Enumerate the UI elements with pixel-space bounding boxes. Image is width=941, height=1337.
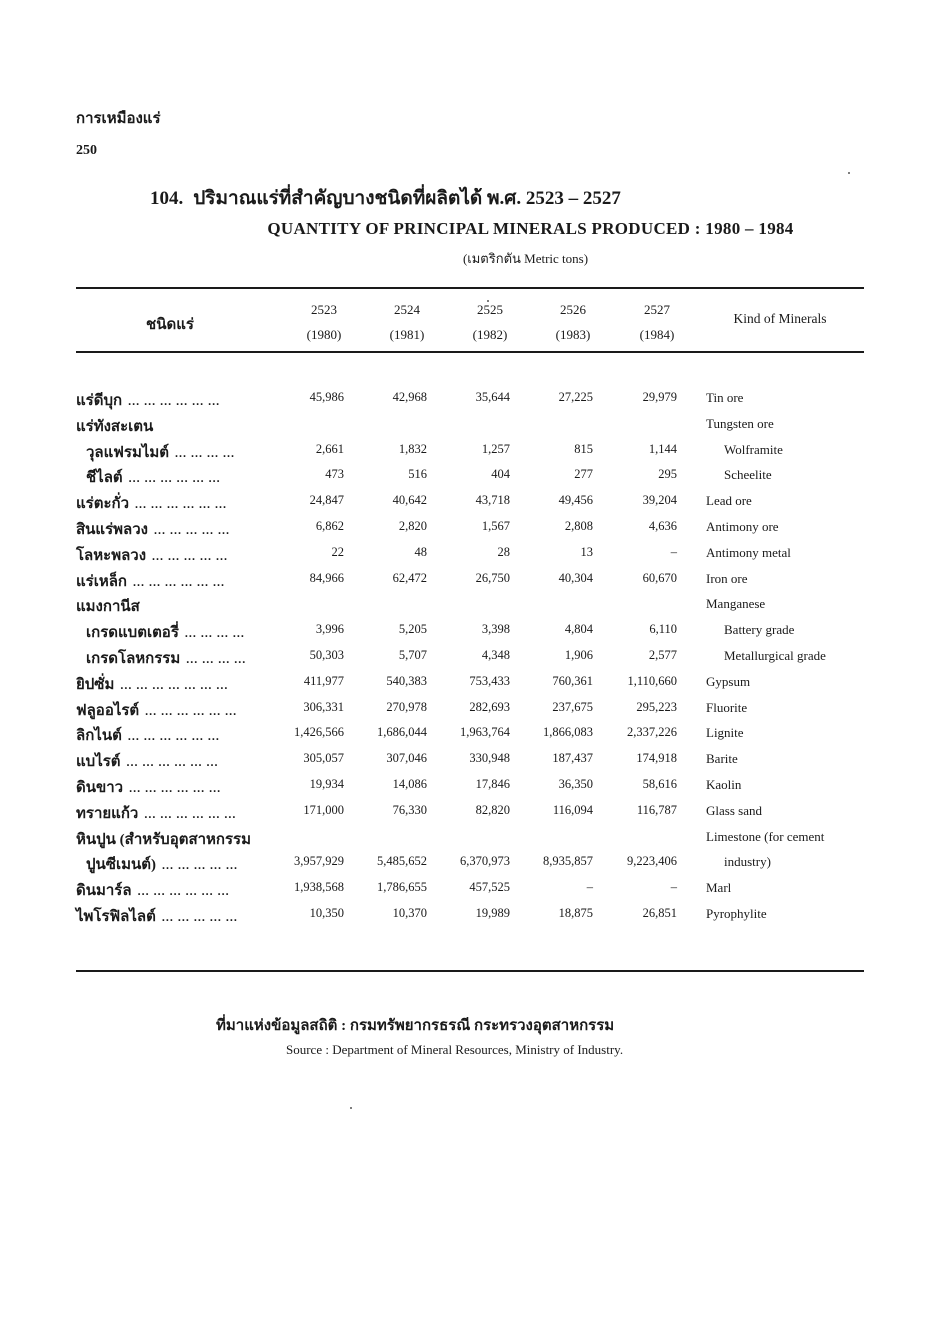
mineral-name-thai (76, 491, 227, 515)
value-cell: 24,847 (309, 493, 344, 508)
page-number: 250 (76, 143, 97, 158)
value-cell: 1,257 (481, 441, 510, 456)
value-cell: – (586, 880, 593, 895)
leader-dots: ... ... ... ... ... ... (137, 884, 230, 899)
mineral-name-english: Manganese (706, 596, 766, 612)
table-title-thai (150, 183, 790, 213)
scan-speck (848, 172, 850, 174)
mineral-name-thai-text: ดินขาว (76, 779, 124, 796)
value-cell: 3,996 (315, 622, 344, 637)
value-cell: 3,957,929 (294, 854, 344, 869)
mineral-name-thai-text: ชีไลต์ (86, 470, 123, 487)
leader-dots: ... ... ... ... ... ... (145, 703, 238, 718)
value-cell: 13 (580, 544, 593, 559)
mineral-name-english: Marl (706, 880, 732, 896)
mineral-name-thai-text: ลิกไนต์ (76, 728, 122, 745)
value-cell: 60,670 (642, 570, 677, 585)
value-cell: 29,979 (642, 390, 677, 404)
value-cell: 411,977 (303, 673, 344, 688)
mineral-name-thai (76, 543, 228, 567)
value-cell: 28 (497, 544, 510, 559)
mineral-name-thai-text: แบไรต์ (76, 754, 121, 771)
value-cell: 1,686,044 (377, 725, 427, 740)
value-cell: 815 (574, 441, 593, 456)
table-row (0, 543, 941, 569)
mineral-name-thai (76, 801, 236, 825)
year-header-ce: (1980) (306, 327, 342, 342)
value-cell: – (670, 880, 677, 895)
table-row (0, 414, 941, 440)
column-header-thai: ชนิดแร่ (146, 317, 194, 333)
section-name: การเหมืองแร่ (76, 111, 161, 127)
value-cell: 5,205 (398, 622, 427, 637)
value-cell: 1,963,764 (460, 725, 510, 740)
mineral-name-thai-text: แร่ดีบุก (76, 393, 123, 409)
table-row (0, 775, 941, 801)
table-row (0, 749, 941, 775)
leader-dots: ... ... ... ... ... ... (128, 471, 221, 486)
value-cell: 2,808 (564, 518, 593, 533)
value-cell: 19,934 (309, 776, 344, 791)
table-row (0, 646, 941, 672)
mineral-name-english: Fluorite (706, 699, 748, 715)
value-cell: 171,000 (303, 802, 344, 817)
mineral-name-thai (86, 646, 246, 670)
mineral-name-thai (76, 414, 153, 438)
mineral-name-english: Iron ore (706, 570, 748, 586)
mineral-name-thai (76, 749, 219, 773)
mineral-name-english: Antimony ore (706, 518, 779, 534)
mineral-name-english: Kaolin (706, 776, 742, 792)
year-header-ce: (1982) (472, 327, 508, 342)
mineral-name-thai-text: โลหะพลวง (76, 547, 147, 564)
value-cell: 457,525 (469, 880, 510, 895)
mineral-name-english: Antimony metal (706, 544, 791, 560)
value-cell: 58,616 (642, 776, 677, 791)
unit-label: (เมตริกตัน Metric tons) (462, 251, 589, 266)
table-title-english: QUANTITY OF PRINCIPAL MINERALS PRODUCED : 1980 – 1984 (267, 219, 794, 238)
value-cell: 6,370,973 (460, 854, 510, 869)
value-cell: 1,906 (564, 647, 593, 662)
mineral-name-english: Pyrophylite (706, 905, 767, 921)
table-row (0, 388, 941, 414)
table-row (0, 904, 941, 930)
value-cell: 1,144 (648, 441, 677, 456)
year-header-ce: (1983) (555, 327, 591, 342)
value-cell: 18,875 (558, 905, 593, 920)
mineral-name-thai-text: แร่เหล็ก (76, 573, 128, 590)
leader-dots: ... ... ... ... ... ... (129, 780, 222, 795)
mineral-name-english: Glass sand (706, 802, 762, 818)
value-cell: 14,086 (392, 776, 427, 791)
column-header-english: Kind of Minerals (733, 311, 827, 326)
value-cell: 237,675 (552, 699, 593, 714)
leader-dots: ... ... ... ... ... ... ... (120, 677, 229, 692)
leader-dots: ... ... ... ... (186, 651, 247, 666)
mineral-name-thai-text: หินปูน (สำหรับอุตสาหกรรม (76, 831, 252, 848)
value-cell: 1,866,083 (543, 725, 593, 740)
scan-speck (350, 1107, 352, 1109)
year-header-be: 2526 (560, 302, 586, 317)
value-cell: 6,862 (315, 518, 344, 533)
leader-dots: ... ... ... ... ... ... (127, 729, 220, 744)
mineral-name-thai (86, 465, 221, 489)
value-cell: 4,348 (481, 647, 510, 662)
mineral-name-thai (86, 620, 245, 644)
year-header-ce: (1984) (639, 327, 675, 342)
value-cell: 4,636 (648, 518, 677, 533)
header-rule (76, 351, 864, 353)
table-row (0, 878, 941, 904)
value-cell: 8,935,857 (543, 854, 593, 869)
year-header-be: 2527 (644, 302, 670, 317)
table-row (0, 827, 941, 853)
mineral-name-english: Metallurgical grade (724, 647, 826, 663)
table-row (0, 852, 941, 878)
mineral-name-thai (86, 852, 238, 876)
mineral-name-thai-text: ปูนซีเมนต์) (86, 857, 156, 874)
value-cell: 26,851 (642, 905, 677, 920)
value-cell: 116,094 (552, 802, 593, 817)
table-row (0, 491, 941, 517)
value-cell: 1,938,568 (294, 880, 344, 895)
source-english: Source : Department of Mineral Resources, Ministry of Industry. (286, 1042, 624, 1057)
value-cell: 2,337,226 (627, 725, 677, 740)
mineral-name-english: industry) (724, 854, 771, 870)
value-cell: 473 (325, 467, 344, 482)
value-cell: 5,485,652 (377, 854, 427, 869)
mineral-name-thai (76, 569, 225, 593)
mineral-name-thai (86, 440, 235, 464)
value-cell: 10,370 (392, 905, 427, 920)
table-row (0, 698, 941, 724)
mineral-name-thai-text: ไพโรฟิลไลต์ (76, 908, 156, 925)
mineral-name-thai (76, 672, 228, 696)
value-cell: 270,978 (386, 699, 427, 714)
mineral-name-thai-text: แมงกานีส (76, 599, 140, 616)
value-cell: 43,718 (475, 493, 510, 508)
mineral-name-thai-text: ทรายแก้ว (76, 805, 139, 822)
value-cell: 295,223 (636, 699, 677, 714)
value-cell: 27,225 (558, 390, 593, 404)
value-cell: 2,661 (315, 441, 344, 456)
value-cell: 282,693 (469, 699, 510, 714)
value-cell: 5,707 (398, 647, 427, 662)
mineral-name-english: Wolframite (724, 441, 783, 457)
table-row (0, 723, 941, 749)
value-cell: 3,398 (481, 622, 510, 637)
bottom-rule (76, 970, 864, 972)
mineral-name-english: Lead ore (706, 493, 752, 509)
leader-dots: ... ... ... ... ... ... (126, 755, 219, 770)
value-cell: 10,350 (309, 905, 344, 920)
mineral-name-english: Battery grade (724, 622, 795, 638)
top-rule (76, 287, 864, 289)
value-cell: 404 (491, 467, 510, 482)
value-cell: 48 (414, 544, 427, 559)
value-cell: 6,110 (649, 622, 677, 637)
value-cell: 17,846 (475, 776, 510, 791)
mineral-name-thai (76, 827, 251, 851)
year-header-be: 2523 (311, 302, 337, 317)
value-cell: 2,820 (398, 518, 427, 533)
value-cell: 305,057 (303, 751, 344, 766)
value-cell: 307,046 (386, 751, 427, 766)
table-row (0, 620, 941, 646)
value-cell: 26,750 (475, 570, 510, 585)
mineral-name-english: Barite (706, 751, 738, 767)
leader-dots: ... ... ... ... ... ... (144, 806, 237, 821)
mineral-name-thai (76, 723, 220, 747)
leader-dots: ... ... ... ... ... (161, 858, 238, 873)
value-cell: 760,361 (552, 673, 593, 688)
mineral-name-thai (76, 698, 237, 722)
leader-dots: ... ... ... ... ... (152, 548, 229, 563)
table-row (0, 440, 941, 466)
value-cell: 1,567 (481, 518, 510, 533)
value-cell: 330,948 (469, 751, 510, 766)
mineral-name-thai-text: แร่ทังสะเตน (76, 418, 154, 435)
mineral-name-thai (76, 904, 238, 928)
table-row (0, 465, 941, 491)
mineral-name-thai-text: เกรดแบตเตอรี่ (86, 625, 179, 642)
value-cell: 295 (658, 467, 677, 482)
value-cell: 540,383 (386, 673, 427, 688)
value-cell: 36,350 (558, 776, 593, 791)
value-cell: 1,110,660 (627, 673, 677, 688)
mineral-name-thai-text: สินแร่พลวง (76, 521, 148, 538)
value-cell: 187,437 (552, 751, 593, 766)
table-row (0, 569, 941, 595)
value-cell: 42,968 (392, 390, 427, 404)
leader-dots: ... ... ... ... (175, 445, 236, 460)
source-thai: ที่มาแห่งข้อมูลสถิติ : กรมทรัพยากรธรณี กระทรวงอุตสาหกรรม (216, 1018, 615, 1034)
year-header-ce: (1981) (389, 327, 425, 342)
value-cell: 753,433 (469, 673, 510, 688)
table-row (0, 594, 941, 620)
value-cell: 174,918 (636, 751, 677, 766)
mineral-name-english: Lignite (706, 725, 744, 741)
value-cell: 50,303 (309, 647, 344, 662)
mineral-name-thai (76, 878, 230, 902)
title-thai-text: ปริมาณแร่ที่สำคัญบางชนิดที่ผลิตได้ พ.ศ. 2523 – 2527 (193, 188, 621, 209)
scan-speck (487, 300, 489, 302)
value-cell: 516 (408, 467, 427, 482)
table-number: 104. (150, 188, 184, 209)
mineral-name-english: Gypsum (706, 673, 751, 689)
value-cell: 4,804 (564, 622, 593, 637)
table-row (0, 672, 941, 698)
table-body (0, 388, 941, 930)
mineral-name-english: Tin ore (706, 390, 744, 405)
mineral-name-english: Tungsten ore (706, 415, 774, 431)
leader-dots: ... ... ... ... ... ... (128, 394, 221, 408)
table-row (0, 801, 941, 827)
value-cell: 306,331 (303, 699, 344, 714)
table-row (0, 517, 941, 543)
mineral-name-english: Scheelite (724, 467, 772, 483)
value-cell: – (670, 544, 677, 559)
mineral-name-thai (76, 775, 221, 799)
leader-dots: ... ... ... ... (184, 626, 245, 641)
leader-dots: ... ... ... ... ... (161, 909, 238, 924)
value-cell: 45,986 (309, 390, 344, 404)
mineral-name-thai (76, 594, 140, 618)
value-cell: 9,223,406 (627, 854, 677, 869)
value-cell: 1,786,655 (377, 880, 427, 895)
mineral-name-thai-text: ดินมาร์ล (76, 883, 132, 900)
mineral-name-thai-text: เกรดโลหกรรม (86, 650, 181, 667)
value-cell: 35,644 (475, 390, 510, 404)
value-cell: 19,989 (475, 905, 510, 920)
mineral-name-thai-text: ยิปซั่ม (76, 676, 115, 693)
value-cell: 40,304 (558, 570, 593, 585)
value-cell: 2,577 (648, 647, 677, 662)
leader-dots: ... ... ... ... ... ... (133, 574, 226, 589)
value-cell: 22 (331, 544, 344, 559)
value-cell: 49,456 (558, 493, 593, 508)
mineral-name-thai-text: แร่ตะกั่ว (76, 496, 130, 513)
value-cell: 40,642 (392, 493, 427, 508)
value-cell: 1,426,566 (294, 725, 344, 740)
mineral-name-thai-text: ฟลูออไรต์ (76, 702, 140, 719)
value-cell: 84,966 (309, 570, 344, 585)
value-cell: 62,472 (392, 570, 427, 585)
leader-dots: ... ... ... ... ... (153, 522, 230, 537)
value-cell: 116,787 (636, 802, 677, 817)
leader-dots: ... ... ... ... ... ... (135, 497, 228, 512)
value-cell: 1,832 (398, 441, 427, 456)
value-cell: 39,204 (642, 493, 677, 508)
value-cell: 277 (574, 467, 593, 482)
value-cell: 82,820 (475, 802, 510, 817)
mineral-name-thai-text: วุลแฟรมไมต์ (86, 444, 170, 461)
value-cell: 76,330 (392, 802, 427, 817)
year-header-be: 2525 (477, 302, 503, 317)
mineral-name-english: Limestone (for cement (706, 828, 825, 844)
mineral-name-thai (76, 517, 230, 541)
year-header-be: 2524 (394, 302, 420, 317)
mineral-name-thai (76, 388, 220, 412)
